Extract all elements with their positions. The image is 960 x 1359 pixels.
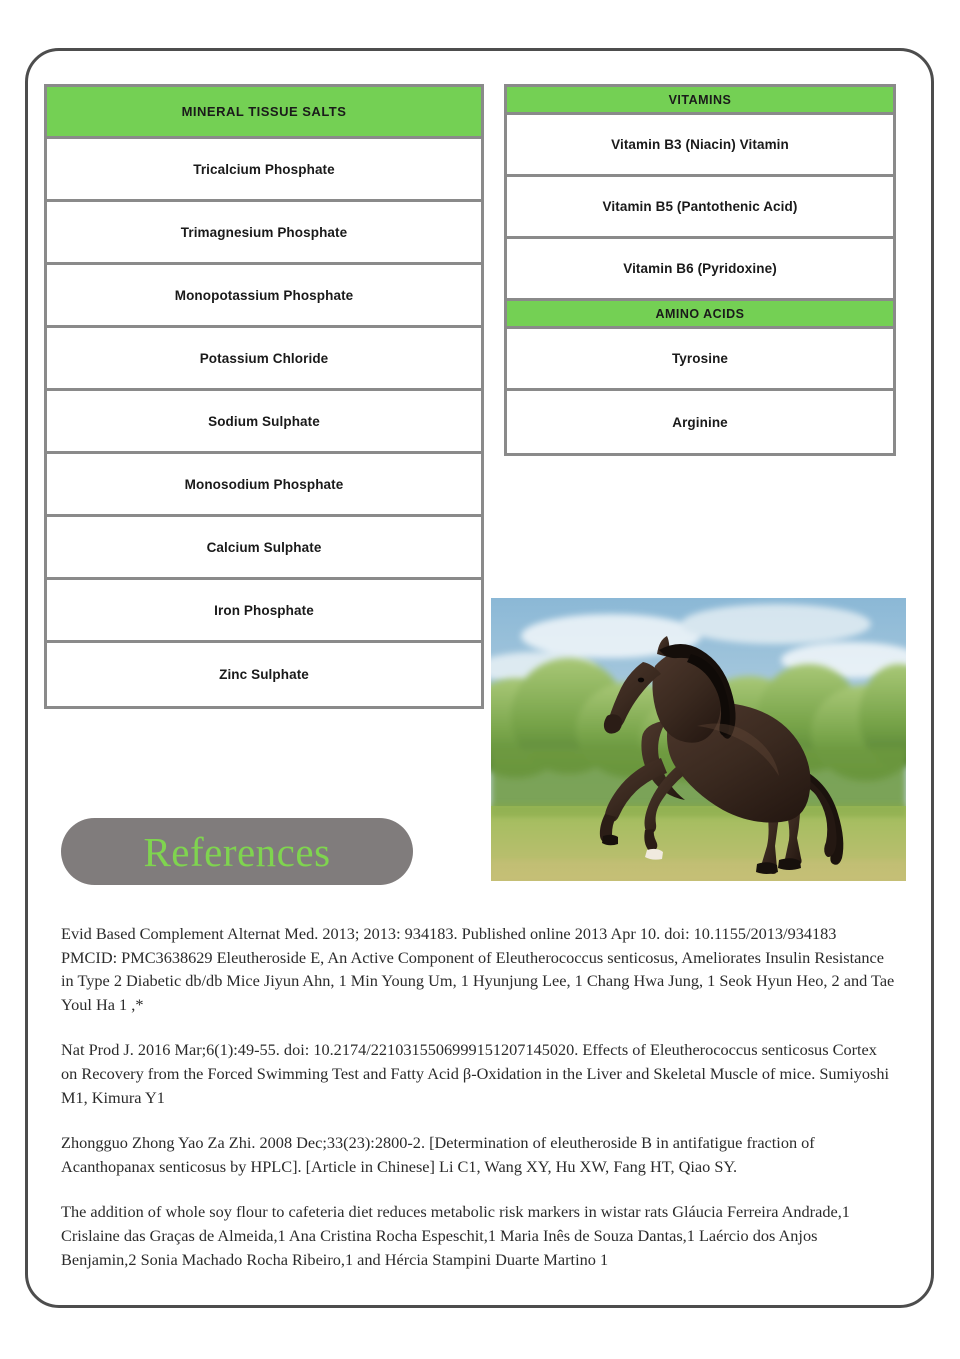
mineral-item-label: Monopotassium Phosphate [174,287,354,303]
mineral-item-label: Trimagnesium Phosphate [180,224,348,240]
horse-photo-illustration [491,598,906,881]
vitamin-item-label: Vitamin B6 (Pyridoxine) [623,261,777,276]
table-row [47,139,481,202]
reference-entry: Zhongguo Zhong Yao Za Zhi. 2008 Dec;33(23):2800-2. [Determination of eleutheroside B in antifatigue fraction of Acanthopanax senticosus by HPLC]. [Article in Chinese] Li C1, Wang XY, Hu XW, Fang HT, Qiao SY. [61,1133,815,1176]
table-row [507,329,893,391]
mineral-item-label: Monosodium Phosphate [184,476,344,492]
reference-entry: The addition of whole soy flour to cafeteria diet reduces metabolic risk markers in wistar rats Gláucia Ferreira Andrade,1 Crislaine das Graças de Almeida,1 Ana Cristina Rocha Espeschit,1 Maria Inês de Souza Dantas,1 Laércio dos Anjos Benjamin,2 Sonia Machado Rocha Ribeiro,1 and Hércia Stampini Duarte Martino 1 [61,1202,850,1269]
horse-photo [491,598,906,881]
table-row [47,580,481,643]
table-header-vitamins [507,87,893,115]
mineral-item-label: Sodium Sulphate [208,413,320,429]
table-header-mineral [47,87,481,139]
mineral-item-label: Tricalcium Phosphate [193,161,335,177]
table-row [47,265,481,328]
vitamin-item-label: Vitamin B5 (Pantothenic Acid) [602,199,798,214]
references-title: References [143,828,331,875]
table-header-amino-acids [507,301,893,329]
amino-acid-item-label: Tyrosine [671,351,729,366]
mineral-item-label: Zinc Sulphate [219,667,309,682]
table-header-label: AMINO ACIDS [655,306,745,321]
table-row [47,391,481,454]
reference-entry: Nat Prod J. 2016 Mar;6(1):49-55. doi: 10.2174/2210315506999151207145020. Effects of Eleutherococcus senticosus Cortex on Recovery from the Forced Swimming Test and Fatty Acid β-Oxidation in the Liver and Skeletal Muscle of mice. Sumiyoshi M1, Kimura Y1 [61,1040,889,1107]
mineral-item-label: Calcium Sulphate [206,539,322,555]
vitamin-item-label: Vitamin B3 (Niacin) Vitamin [611,137,789,152]
table-row [507,177,893,239]
mineral-item-label: Iron Phosphate [214,602,314,618]
references-heading-pill [61,818,413,885]
table-header-label: MINERAL TISSUE SALTS [181,104,347,119]
amino-acid-item-label: Arginine [672,414,728,430]
table-row [47,454,481,517]
table-row [47,643,481,706]
table-row [47,517,481,580]
references-list [61,922,895,1271]
table-row [507,115,893,177]
table-header-label: VITAMINS [668,92,732,107]
table-row [47,328,481,391]
mineral-item-label: Potassium Chloride [199,350,329,366]
table-row [507,391,893,453]
reference-entry: Evid Based Complement Alternat Med. 2013; 2013: 934183. Published online 2013 Apr 10. doi: 10.1155/2013/934183 PMCID: PMC3638629 Eleutheroside E, An Active Component of Eleutherococcus senticosus, Ameliorates Insulin Resistance in Type 2 Diabetic db/db Mice Jiyun Ahn, 1 Min Young Um, 1 Hyunjung Lee, 1 Chang Hwa Jung, 1 Seok Hyun Heo, 2 and Tae Youl Ha 1 ,* [61,924,895,1014]
table-row [47,202,481,265]
table-row [507,239,893,301]
vitamins-amino-acids-table [504,84,896,456]
mineral-tissue-salts-table [44,84,484,709]
